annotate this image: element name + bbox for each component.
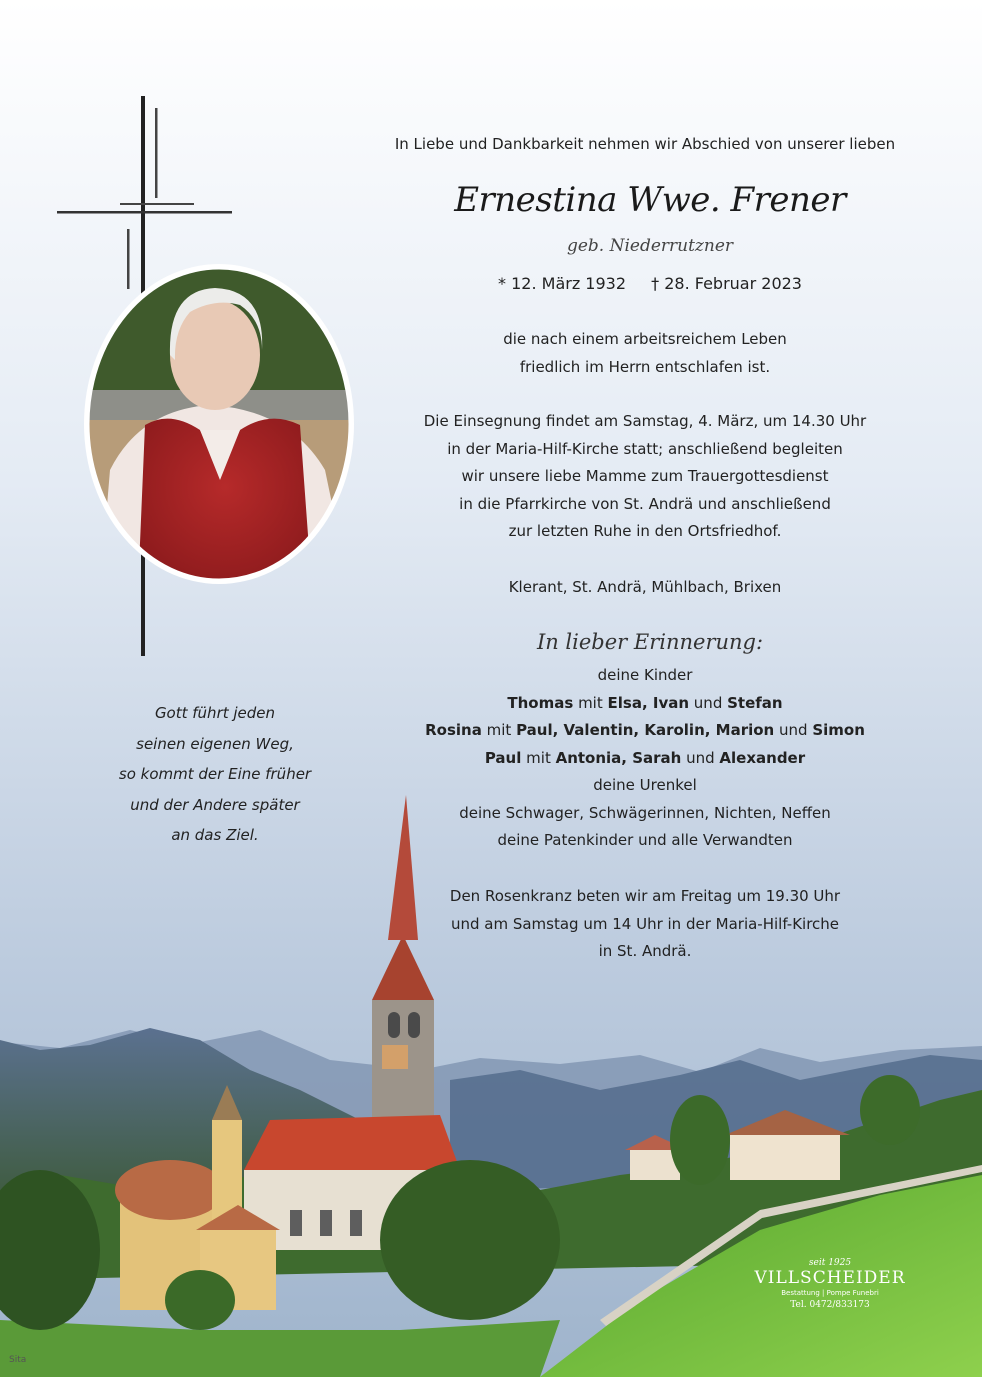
quote-line: und der Andere später [130, 795, 300, 814]
children-label: deine Kinder [597, 666, 693, 684]
life-dates [420, 274, 880, 293]
birth-name: geb. Niederrutzner [566, 236, 734, 256]
passing-text [360, 326, 930, 381]
rosary-details [360, 883, 930, 966]
credit-text: Sita [9, 1355, 27, 1365]
text-line: zur letzten Ruhe in den Ortsfriedhof. [508, 522, 782, 540]
in-laws-line: deine Schwager, Schwägerinnen, Nichten, Neffen [459, 803, 831, 822]
text-line: friedlich im Herrn entschlafen ist. [519, 357, 771, 376]
quote-line: an das Ziel. [171, 826, 259, 844]
intro-text: In Liebe und Dankbarkeit nehmen wir Abschied von unserer lieben [394, 135, 896, 153]
quote-line: seinen eigenen Weg, [136, 734, 294, 753]
family-line: Rosina mit Paul, Valentin, Karolin, Marion und Simon [425, 721, 865, 739]
death-date: † 28. Februar 2023 [651, 274, 802, 293]
text-line: in die Pfarrkirche von St. Andrä und anschließend [459, 494, 831, 513]
great-grandchildren-label: deine Urenkel [593, 776, 697, 794]
godchildren-line: deine Patenkinder und alle Verwandten [497, 831, 793, 849]
deceased-name: Ernestina Wwe. Frener [454, 180, 846, 220]
mourners-list [360, 662, 930, 855]
quote-line: so kommt der Eine früher [118, 765, 312, 783]
text-line: die nach einem arbeitsreichem Leben [503, 330, 787, 348]
birth-date: * 12. März 1932 [498, 274, 627, 293]
text-line: Den Rosenkranz beten wir am Freitag um 19.30 Uhr [449, 887, 841, 905]
text-line: in der Maria-Hilf-Kirche statt; anschließend begleiten [447, 439, 843, 458]
quote-line: Gott führt jeden [154, 704, 276, 722]
text-line: wir unsere liebe Mamme zum Trauergottesdienst [461, 467, 829, 485]
logo-since: seit 1925 [808, 1258, 852, 1268]
text-line: Klerant, St. Andrä, Mühlbach, Brixen [508, 578, 782, 596]
family-line: Paul mit Antonia, Sarah und Alexander [484, 748, 806, 767]
text-line: Die Einsegnung findet am Samstag, 4. März, um 14.30 Uhr [423, 412, 867, 430]
memory-heading: In lieber Erinnerung: [536, 630, 764, 654]
places-text [360, 574, 930, 602]
logo-subtitle: Bestattung | Pompe Funebri [781, 1289, 879, 1297]
logo-brand: VILLSCHEIDER [754, 1268, 906, 1288]
funeral-details [360, 408, 930, 546]
logo-phone: Tel. 0472/833173 [790, 1300, 870, 1310]
quote [100, 698, 330, 851]
text-line: und am Samstag um 14 Uhr in der Maria-Hilf-Kirche [450, 914, 840, 933]
text-line: in St. Andrä. [598, 942, 692, 960]
funeral-home-logo [750, 1258, 910, 1312]
family-line: Thomas mit Elsa, Ivan und Stefan [507, 693, 783, 712]
